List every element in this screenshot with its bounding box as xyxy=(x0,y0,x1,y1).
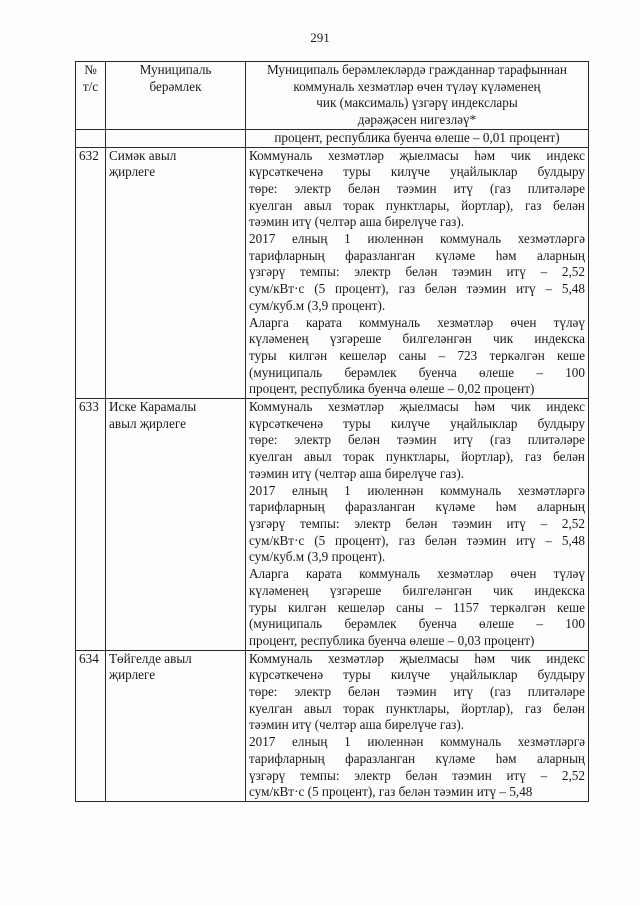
description-line: төре: электр белән тәэмин итү (газ плитәләре xyxy=(249,684,585,700)
description-line: төре: электр белән тәэмин итү (газ плитәләре xyxy=(249,180,585,196)
municipality-name: Төйгелде авыл җирлеге xyxy=(106,650,246,801)
description-cell xyxy=(246,650,589,801)
description-cell xyxy=(246,147,589,399)
description-line: 2017 елның 1 июленнән коммуналь хезмәтләргә xyxy=(249,482,585,498)
description-line: күрсәткеченә туры килүче уңайлыклар булдыру xyxy=(249,667,585,683)
header-description: Муниципаль берәмлекләрдә гражданнар тарафыннан коммуналь хезмәтләр өчен түләү күләменең чик (максималь) үзгәрү индекслары дәрәҗәсен нигезләү* xyxy=(246,62,589,130)
municipality-name: Симәк авыл җирлеге xyxy=(106,147,246,399)
description-line: (муниципаль берәмлек буенча өлеше – 100 xyxy=(249,364,585,380)
description-line: күләменең үзгәреше билгеләнгән чик индекска xyxy=(249,331,585,347)
description-line: тәэмин итү (челтәр аша бирелүче газ). xyxy=(249,214,465,230)
description-line: Аларга карата коммуналь хезмәтләр өчен түләү xyxy=(249,566,585,582)
description-line: сум/кВт·с (5 процент), газ белән тәэмин итү – 5,48 xyxy=(249,532,585,548)
description-line: сум/куб.м (3,9 процент). xyxy=(249,297,386,313)
description-line: үзгәрү темпы: электр белән тәэмин итү – 2,52 xyxy=(249,767,585,783)
description-line: туры килгән кешеләр саны – 1157 теркәлгән кеше xyxy=(249,599,585,615)
header-number: № т/с xyxy=(76,62,106,130)
description-line: куелган авыл торак пунктлары, йортлар), газ белән xyxy=(249,700,585,716)
description-line: төре: электр белән тәэмин итү (газ плитәләре xyxy=(249,432,585,448)
description-line: тәэмин итү (челтәр аша бирелүче газ). xyxy=(249,717,465,733)
description-line: үзгәрү темпы: электр белән тәэмин итү – 2,52 xyxy=(249,264,585,280)
description-line: 2017 елның 1 июленнән коммуналь хезмәтләргә xyxy=(249,734,585,750)
description-line: тәэмин итү (челтәр аша бирелүче газ). xyxy=(249,465,465,481)
description-line: куелган авыл торак пунктлары, йортлар), газ белән xyxy=(249,449,585,465)
header-municipality: Муниципаль берәмлек xyxy=(106,62,246,130)
description-line: куелган авыл торак пунктлары, йортлар), газ белән xyxy=(249,197,585,213)
table-row xyxy=(76,147,589,399)
description-line: күрсәткеченә туры килүче уңайлыклар булдыру xyxy=(249,415,585,431)
indices-table xyxy=(75,61,589,802)
description-line: (муниципаль берәмлек буенча өлеше – 100 xyxy=(249,616,585,632)
description-line: процент, республика буенча өлеше – 0,03 процент) xyxy=(249,632,535,648)
description-line: сум/куб.м (3,9 процент). xyxy=(249,549,386,565)
continuation-row xyxy=(76,129,589,147)
description-line: күләменең үзгәреше билгеләнгән чик индекска xyxy=(249,582,585,598)
table-row xyxy=(76,399,589,651)
row-number: 633 xyxy=(76,399,106,651)
description-line: туры килгән кешеләр саны – 723 теркәлгән кеше xyxy=(249,347,585,363)
description-cell xyxy=(246,399,589,651)
description-line: Коммуналь хезмәтләр җыелмасы һәм чик индекс xyxy=(249,399,585,415)
description-line: үзгәрү темпы: электр белән тәэмин итү – 2,52 xyxy=(249,515,585,531)
description-line: Коммуналь хезмәтләр җыелмасы һәм чик индекс xyxy=(249,650,585,666)
table-row xyxy=(76,650,589,801)
municipality-name: Иске Карамалы авыл җирлеге xyxy=(106,399,246,651)
description-line: 2017 елның 1 июленнән коммуналь хезмәтләргә xyxy=(249,231,585,247)
row-number: 634 xyxy=(76,650,106,801)
description-line: тарифларның фаразланган күләме һәм аларның xyxy=(249,499,585,515)
description-line: сум/кВт·с (5 процент), газ белән тәэмин итү – 5,48 xyxy=(249,784,533,800)
row-number: 632 xyxy=(76,147,106,399)
description-line: күрсәткеченә туры килүче уңайлыклар булдыру xyxy=(249,164,585,180)
description-line: Коммуналь хезмәтләр җыелмасы һәм чик индекс xyxy=(249,147,585,163)
description-line: Аларга карата коммуналь хезмәтләр өчен түләү xyxy=(249,314,585,330)
description-line: процент, республика буенча өлеше – 0,02 процент) xyxy=(249,381,535,397)
description-line: тарифларның фаразланган күләме һәм аларның xyxy=(249,247,585,263)
description-line: тарифларның фаразланган күләме һәм аларның xyxy=(249,750,585,766)
continuation-text: процент, республика буенча өлеше – 0,01 процент) xyxy=(246,129,589,147)
description-line: сум/кВт·с (5 процент), газ белән тәэмин итү – 5,48 xyxy=(249,281,585,297)
table-header-row xyxy=(76,62,589,130)
page-number: 291 xyxy=(310,30,330,45)
